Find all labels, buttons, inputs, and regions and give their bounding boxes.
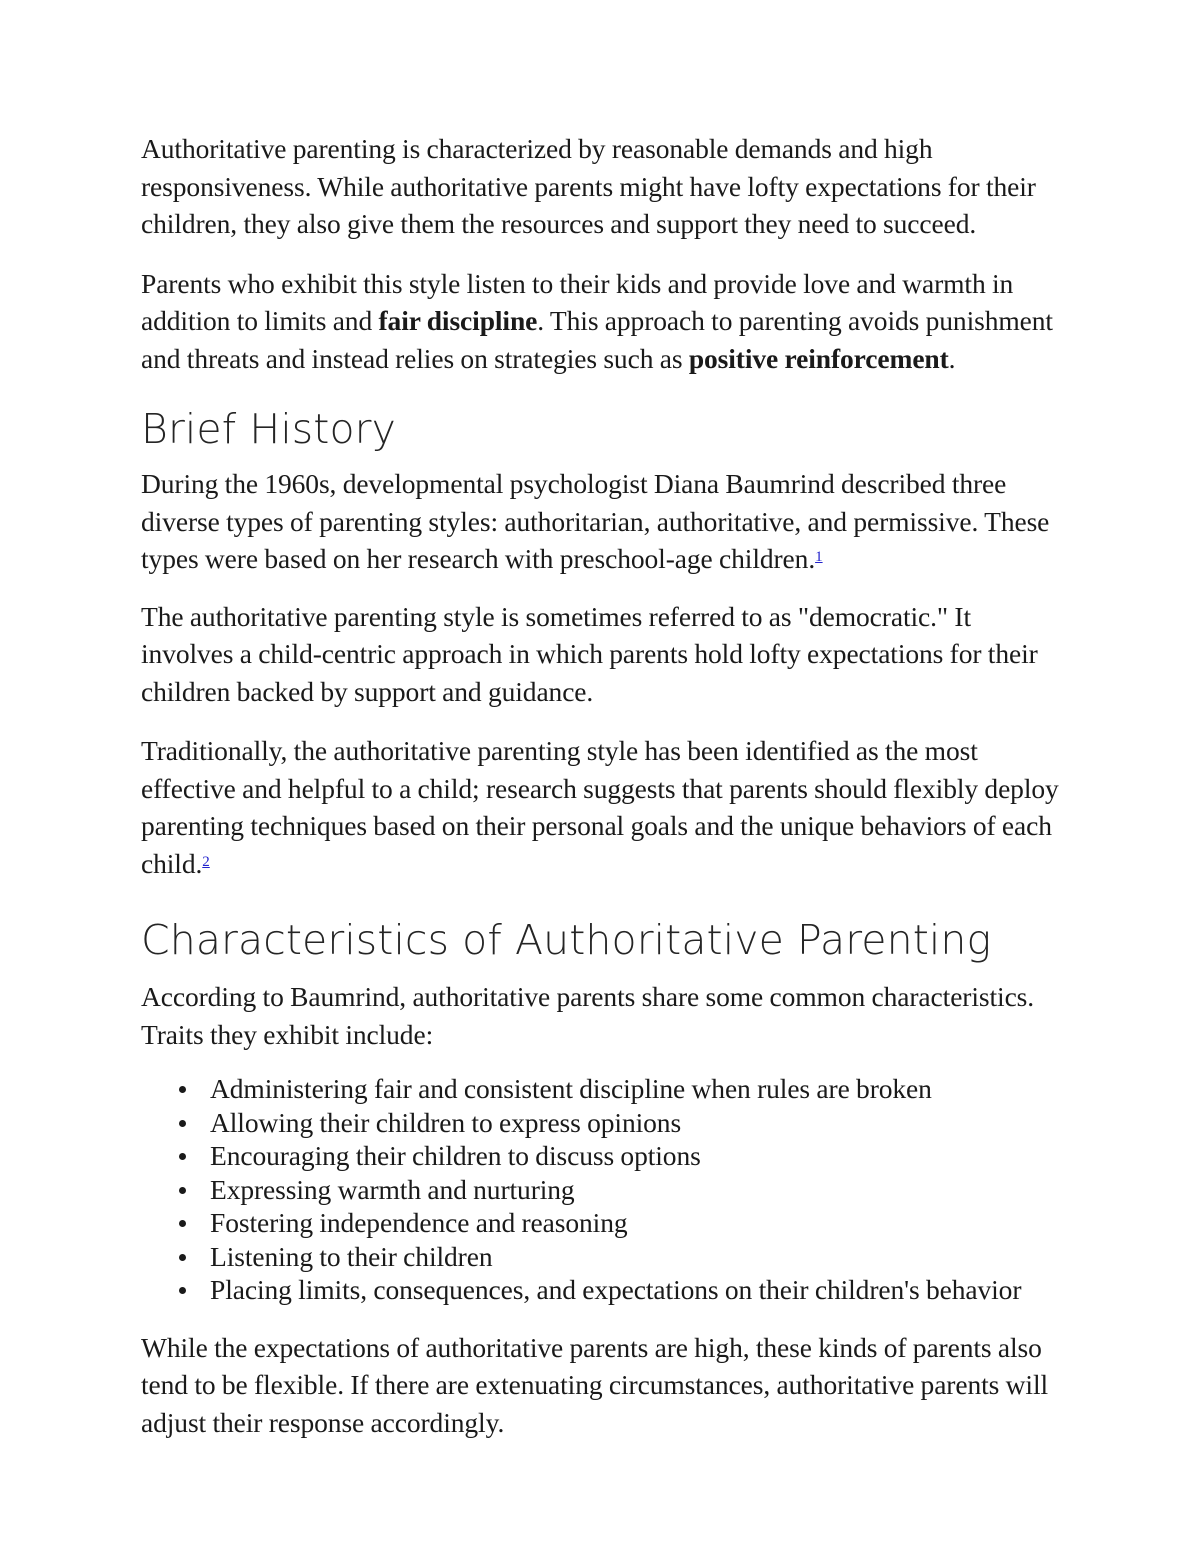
- paragraph-text-segment: .: [948, 342, 956, 374]
- list-item: [141, 1073, 1069, 1106]
- paragraph-closing: [141, 1329, 1069, 1442]
- paragraph-text-segment: . This approach to parenting avoids punishment and threats and instead relies on strategies such as: [141, 305, 1053, 374]
- list-item: [141, 1207, 1069, 1240]
- list-item: [141, 1241, 1069, 1274]
- paragraph-history-3: [141, 732, 1069, 882]
- paragraph-characteristics-intro: [141, 978, 1069, 1053]
- citation-link-1[interactable]: 1: [815, 549, 823, 565]
- bullet-icon: [179, 1220, 186, 1227]
- list-item: [141, 1174, 1069, 1207]
- bullet-icon: [179, 1287, 186, 1294]
- bold-phrase-fair-discipline: fair discipline: [378, 305, 538, 336]
- bullet-icon: [179, 1153, 186, 1160]
- bold-phrase-positive-reinforcement: positive reinforcement: [688, 342, 949, 374]
- list-item: [141, 1140, 1069, 1173]
- list-item-label: Placing limits, consequences, and expectations on their children's behavior: [210, 1274, 1022, 1305]
- paragraph-text: Authoritative parenting is characterized by reasonable demands and high responsiveness. While authoritative parents might have lofty expectations for their children, they also give them the resources and support they need to succeed.: [141, 133, 1036, 239]
- paragraph-text: Traditionally, the authoritative parenting style has been identified as the most effective and helpful to a child; research suggests that parents should flexibly deploy parenting techniques based on their personal goals and the unique behaviors of each child.: [141, 735, 1059, 879]
- paragraph-text: During the 1960s, developmental psychologist Diana Baumrind described three diverse types of parenting styles: authoritarian, authoritative, and permissive. These types were based on her research with preschool-age children.: [141, 468, 1050, 574]
- bullet-icon: [179, 1254, 186, 1261]
- bullet-icon: [179, 1086, 186, 1093]
- list-item-label: Administering fair and consistent discipline when rules are broken: [210, 1073, 932, 1104]
- list-item-label: Encouraging their children to discuss options: [210, 1140, 701, 1171]
- paragraph-text: According to Baumrind, authoritative parents share some common characteristics. Traits they exhibit include:: [141, 981, 1035, 1050]
- list-item: [141, 1107, 1069, 1140]
- section-heading-characteristics: Characteristics of Authoritative Parenting: [141, 916, 992, 964]
- paragraph-text: While the expectations of authoritative parents are high, these kinds of parents also tend to be flexible. If there are extenuating circumstances, authoritative parents will adjust their response accordingly.: [141, 1331, 1049, 1438]
- list-item-label: Listening to their children: [210, 1240, 493, 1272]
- paragraph-history-1: [141, 465, 1069, 578]
- document-body: [141, 130, 1069, 1441]
- list-item-label: Allowing their children to express opinions: [210, 1106, 682, 1138]
- characteristics-list: [141, 1073, 1069, 1307]
- list-item: [141, 1274, 1069, 1307]
- section-heading-brief-history: Brief History: [141, 405, 396, 453]
- list-item-label: Expressing warmth and nurturing: [210, 1173, 575, 1205]
- paragraph-text: The authoritative parenting style is sometimes referred to as "democratic." It involves a child-centric approach in which parents hold lofty expectations for their children backed by support and guidance.: [141, 600, 1038, 707]
- bullet-icon: [179, 1120, 186, 1127]
- paragraph-history-2: [141, 598, 1069, 711]
- citation-link-2[interactable]: 2: [202, 853, 210, 870]
- paragraph-intro-1: [141, 130, 1069, 243]
- paragraph-intro-2: [141, 265, 1069, 378]
- paragraph-text-segment: Parents who exhibit this style listen to their kids and provide love and warmth in addition to limits and: [141, 267, 1014, 336]
- bullet-icon: [179, 1187, 186, 1194]
- list-item-label: Fostering independence and reasoning: [210, 1207, 628, 1238]
